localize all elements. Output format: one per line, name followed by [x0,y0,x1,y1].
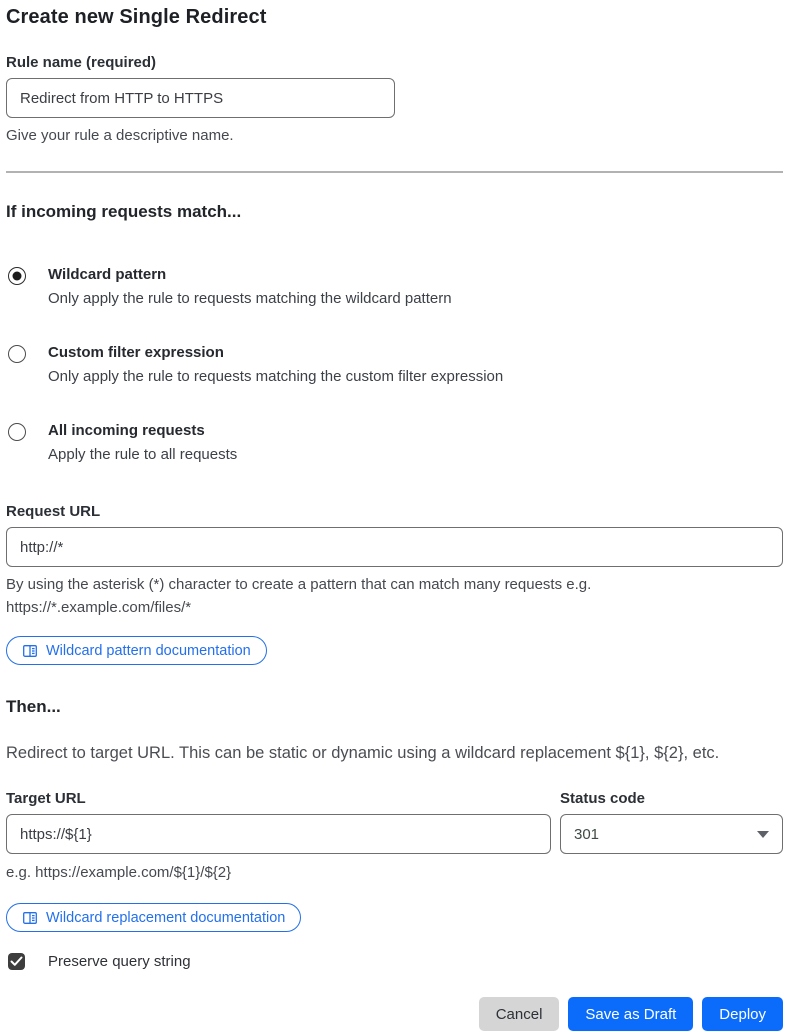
radio-button[interactable] [8,345,26,363]
wildcard-pattern-doc-button[interactable] [6,636,267,665]
radio-description: Apply the rule to all requests [48,446,238,463]
match-type-radio-group [6,266,783,463]
radio-option-all-requests[interactable] [6,422,783,463]
radio-description: Only apply the rule to requests matching the wildcard pattern [48,290,452,307]
rule-name-label: Rule name (required) [6,54,157,71]
section-divider [6,171,783,173]
request-url-label: Request URL [6,503,101,520]
radio-description: Only apply the rule to requests matching the custom filter expression [48,368,504,385]
radio-option-wildcard-pattern[interactable] [6,266,783,307]
radio-button[interactable] [8,423,26,441]
preserve-query-row[interactable] [6,953,783,970]
target-and-status-row [6,790,783,884]
request-url-helper [6,573,783,619]
page-title: Create new Single Redirect [6,6,267,28]
rule-name-helper: Give your rule a descriptive name. [6,127,234,144]
open-book-icon [22,643,38,659]
open-book-icon [22,910,38,926]
target-url-label: Target URL [6,790,86,807]
request-url-helper-line2: https://*.example.com/files/* [6,599,192,616]
preserve-query-label: Preserve query string [48,953,191,970]
save-as-draft-button[interactable]: Save as Draft [568,997,693,1031]
wildcard-replacement-doc-button[interactable] [6,903,301,932]
deploy-button[interactable]: Deploy [702,997,783,1031]
status-code-selected-value: 301 [574,825,600,843]
rule-name-input[interactable] [6,78,395,118]
then-section-heading: Then... [6,697,61,716]
match-section-heading: If incoming requests match... [6,202,242,221]
target-url-input[interactable] [6,814,551,854]
target-url-helper: e.g. https://example.com/${1}/${2} [6,864,232,881]
radio-label: All incoming requests [48,422,205,439]
radio-option-custom-filter[interactable] [6,344,783,385]
chevron-down-icon [757,831,769,838]
status-code-select[interactable] [560,814,783,854]
doc-button-label: Wildcard replacement documentation [46,909,286,926]
doc-button-label: Wildcard pattern documentation [46,642,251,659]
status-code-label: Status code [560,790,646,807]
radio-label: Custom filter expression [48,344,224,361]
form-actions [6,997,783,1031]
then-section-description: Redirect to target URL. This can be static or dynamic using a wildcard replacement ${1}, ${2}, etc. [6,744,720,762]
request-url-input[interactable] [6,527,783,567]
radio-button-selected[interactable] [8,267,26,285]
preserve-query-checkbox[interactable] [8,953,25,970]
request-url-helper-line1: By using the asterisk (*) character to create a pattern that can match many requests e.g. [6,576,592,593]
radio-label: Wildcard pattern [48,266,167,283]
cancel-button[interactable]: Cancel [479,997,560,1031]
